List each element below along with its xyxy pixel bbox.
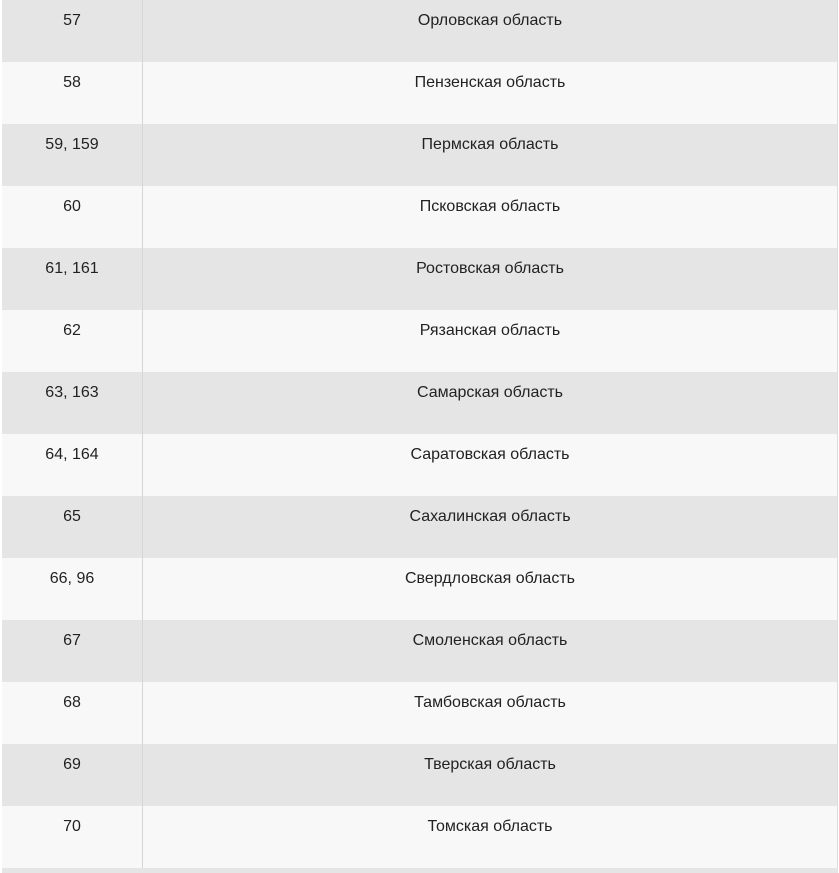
table-row (2, 62, 837, 124)
region-code-cell: 66, 96 (2, 558, 143, 620)
region-code-cell: 59, 159 (2, 124, 143, 186)
region-name-cell: Томская область (427, 818, 553, 835)
region-name-cell: Пензенская область (414, 74, 566, 91)
region-name-cell: Свердловская область (405, 570, 575, 587)
region-code-cell: 62 (2, 310, 143, 372)
region-code-cell: 60 (2, 186, 143, 248)
table-bottom-edge (2, 868, 838, 873)
table-row (2, 0, 837, 62)
region-name-cell: Псковская область (419, 198, 561, 215)
region-code-cell: 69 (2, 744, 143, 806)
region-name-cell: Ростовская область (416, 260, 564, 277)
table-row (2, 682, 837, 744)
region-code-cell: 65 (2, 496, 143, 558)
table-row (2, 310, 837, 372)
region-code-cell: 63, 163 (2, 372, 143, 434)
table-row (2, 744, 837, 806)
region-name-cell: Самарская область (416, 384, 564, 401)
region-code-cell: 64, 164 (2, 434, 143, 496)
region-name-cell: Рязанская область (419, 322, 561, 339)
region-code-cell: 61, 161 (2, 248, 143, 310)
region-name-cell: Тамбовская область (414, 694, 566, 711)
table-row (2, 434, 837, 496)
region-name-cell: Сахалинская область (409, 508, 571, 525)
region-code-cell: 68 (2, 682, 143, 744)
region-code-cell: 58 (2, 62, 143, 124)
region-name-cell: Орловская область (417, 12, 563, 29)
region-name-cell: Саратовская область (410, 446, 570, 463)
table-row (2, 186, 837, 248)
table-row (2, 558, 837, 620)
table-row (2, 496, 837, 558)
region-code-cell: 70 (2, 806, 143, 868)
region-name-cell: Смоленская область (412, 632, 568, 649)
table-row (2, 372, 837, 434)
region-code-cell: 67 (2, 620, 143, 682)
table-row (2, 248, 837, 310)
region-name-cell: Пермская область (421, 136, 559, 153)
region-codes-table (2, 0, 838, 868)
table-row (2, 124, 837, 186)
table-row (2, 806, 837, 868)
region-name-cell: Тверская область (424, 756, 556, 773)
region-code-cell: 57 (2, 0, 143, 62)
table-row (2, 620, 837, 682)
